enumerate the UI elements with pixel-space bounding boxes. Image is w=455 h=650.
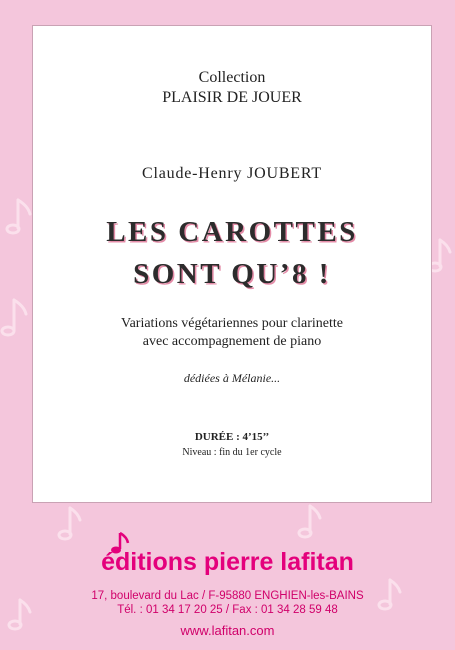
- music-note-icon: [429, 240, 450, 271]
- dedication: dédiées à Mélanie...: [183, 371, 281, 385]
- collection-block: [33, 68, 431, 108]
- collection-name: PLAISIR DE JOUER: [162, 89, 302, 106]
- publisher-website[interactable]: www.lafitan.com: [180, 623, 275, 638]
- subtitle-line-2: avec accompagnement de piano: [142, 334, 322, 349]
- level: Niveau : fin du 1er cycle: [182, 447, 282, 458]
- subtitle: [33, 315, 431, 351]
- publisher-phone: Tél. : 01 34 17 20 25 / Fax : 01 34 28 59 48: [117, 604, 338, 616]
- music-note-icon: [2, 300, 26, 335]
- title-line-1: LES CAROTTES: [106, 216, 358, 248]
- composer-name: Claude-Henry JOUBERT: [142, 165, 322, 182]
- title-line-2: SONT QU’8 !: [133, 258, 331, 290]
- duration: DURÉE : 4’15’’: [194, 431, 270, 443]
- publisher-address: 17, boulevard du Lac / F-95880 ENGHIEN-les-BAINS: [91, 590, 364, 602]
- music-note-icon: [299, 506, 320, 537]
- music-note-icon: [7, 200, 30, 233]
- cover-panel: [32, 25, 432, 503]
- collection-label: Collection: [198, 69, 266, 86]
- subtitle-line-1: Variations végétariennes pour clarinette: [121, 316, 343, 331]
- music-note-icon: [59, 508, 80, 539]
- publisher-name: éditions pierre lafitan: [101, 548, 354, 576]
